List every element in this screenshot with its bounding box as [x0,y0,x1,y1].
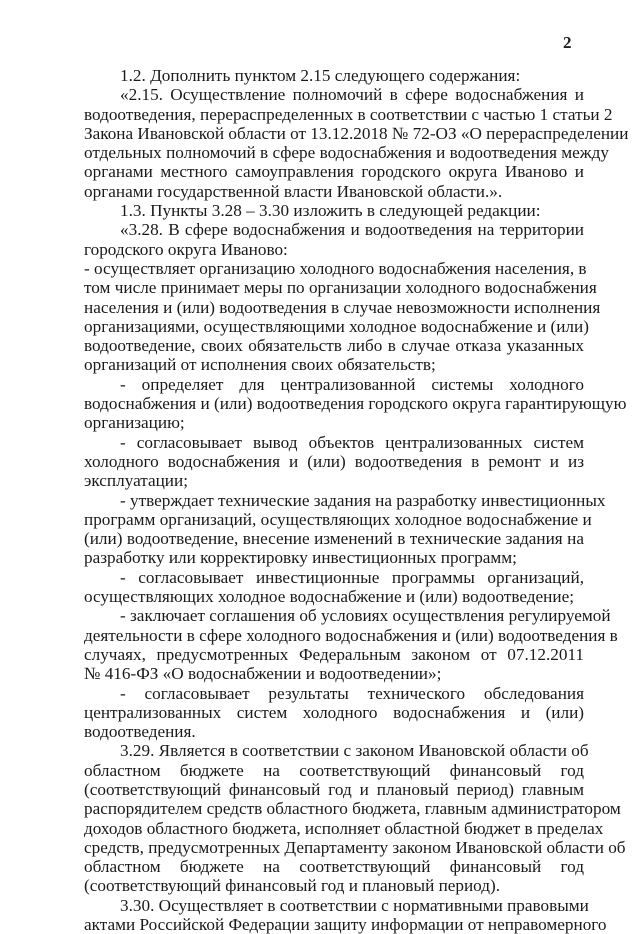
text-line: централизованных систем холодного водоснабжения и (или) [84,702,584,722]
text-line: органами местного самоуправления городского округа Иваново и [84,162,584,182]
text-line: № 416-ФЗ «О водоснабжении и водоотведении»; [84,664,442,684]
text-line: программ организаций, осуществляющих холодное водоснабжение и [84,509,592,529]
text-line: Закона Ивановской области от 13.12.2018 № 72-ОЗ «О перераспределении [84,123,629,143]
text-line: организаций от исполнения своих обязательств; [84,355,436,375]
text-line: 3.29. Является в соответствии с законом Ивановской области об [120,741,589,761]
text-line: - согласовывает инвестиционные программы организаций, [120,567,584,587]
text-line: распорядителем средств областного бюджета, главным администратором [84,799,621,819]
text-line: (соответствующий финансовый год и плановый период) главным [84,779,584,799]
text-line: водоотведение, своих обязательств либо в случае отказа указанных [84,336,584,356]
text-line: областном бюджете на соответствующий финансовый год [84,857,584,877]
text-line: 1.3. Пункты 3.28 – 3.30 изложить в следующей редакции: [120,201,541,221]
text-line: - утверждает технические задания на разработку инвестиционных [120,490,606,510]
text-line: - согласовывает результаты технического обследования [120,683,584,703]
text-line: «3.28. В сфере водоснабжения и водоотведения на территории [120,220,584,240]
text-line: деятельности в сфере холодного водоснабжения и (или) водоотведения в [84,625,618,645]
text-line: «2.15. Осуществление полномочий в сфере водоснабжения и [120,85,584,105]
text-line: - заключает соглашения об условиях осуществления регулируемой [120,606,611,626]
text-line: населения и (или) водоотведения в случае невозможности исполнения [84,297,601,317]
text-line: доходов областного бюджета, исполняет областной бюджет в пределах [84,818,604,838]
text-line: - осуществляет организацию холодного водоснабжения населения, в [84,258,587,278]
text-line: - согласовывает вывод объектов централизованных систем [120,432,584,452]
text-line: эксплуатации; [84,471,188,491]
text-line: водоснабжения и (или) водоотведения городского округа гарантирующую [84,394,627,414]
text-line: 1.2. Дополнить пунктом 2.15 следующего содержания: [120,66,521,85]
text-line: 3.30. Осуществляет в соответствии с нормативными правовыми [120,895,589,915]
text-line: областном бюджете на соответствующий финансовый год [84,760,584,780]
page-number: 2 [563,33,572,52]
text-line: водоотведения, перераспределенных в соответствии с частью 1 статьи 2 [84,104,613,124]
text-line: отдельных полномочий в сфере водоснабжения и водоотведения между [84,143,610,163]
text-line: средств, предусмотренных Департаменту законом Ивановской области об [84,837,626,857]
text-line: организациями, осуществляющими холодное водоснабжение и (или) [84,316,589,336]
text-line: том числе принимает меры по организации холодного водоснабжения [84,278,597,298]
text-line: актами Российской Федерации защиту информации от неправомерного [84,915,607,934]
text-line: осуществляющих холодное водоснабжение и (или) водоотведение; [84,587,574,607]
text-line: (соответствующий финансовый год и плановый период). [84,876,501,896]
text-line: органами государственной власти Ивановской области.». [84,181,503,201]
text-line: организацию; [84,413,185,433]
text-line: водоотведения. [84,722,196,742]
text-line: случаях, предусмотренных Федеральным законом от 07.12.2011 [84,644,584,664]
text-line: разработку или корректировку инвестиционных программ; [84,548,517,568]
text-line: городского округа Иваново: [84,239,288,259]
text-line: - определяет для централизованной системы холодного [120,374,584,394]
text-line: (или) водоотведение, внесение изменений в технические задания на [84,529,584,549]
text-line: холодного водоснабжения и (или) водоотведения в ремонт и из [84,451,584,471]
document-body [84,66,629,934]
